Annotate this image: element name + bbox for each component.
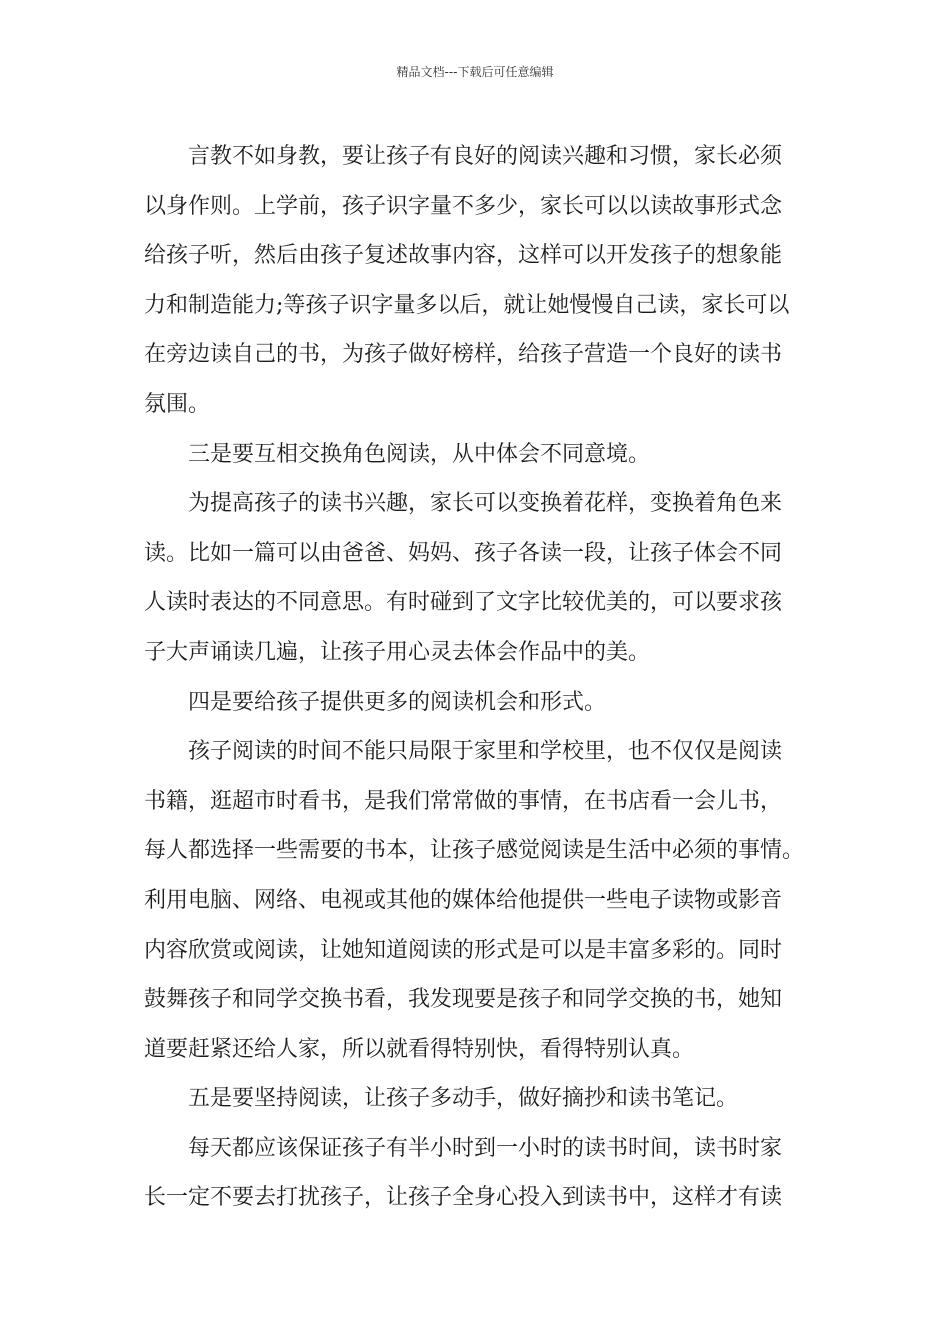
text-line: 人读时表达的不同意思。有时碰到了文字比较优美的，可以要求孩	[144, 590, 783, 616]
paragraph-7	[144, 1124, 816, 1223]
text-line: 利用电脑、网络、电视或其他的媒体给他提供一些电子读物或影音	[144, 887, 783, 913]
text-line: 氛围。	[144, 391, 211, 417]
text-line: 力和制造能力;等孩子识字量多以后，就让她慢慢自己读，家长可以	[144, 292, 790, 318]
text-line: 书籍，逛超市时看书，是我们常常做的事情，在书店看一会儿书，	[144, 788, 783, 814]
text-line: 以身作则。上学前，孩子识字量不多少，家长可以以读故事形式念	[144, 193, 783, 219]
text-line: 四是要给孩子提供更多的阅读机会和形式。	[188, 689, 607, 715]
text-line: 五是要坚持阅读，让孩子多动手，做好摘抄和读书笔记。	[188, 1086, 739, 1112]
text-line: 道要赶紧还给人家，所以就看得特别快，看得特别认真。	[144, 1036, 695, 1062]
text-line: 言教不如身教，要让孩子有良好的阅读兴趣和习惯，家长必须	[188, 144, 783, 169]
text-line: 为提高孩子的读书兴趣，家长可以变换着花样，变换着角色来	[188, 491, 783, 517]
text-line: 每人都选择一些需要的书本，让孩子感觉阅读是生活中必须的事情。	[144, 838, 805, 864]
text-line: 子大声诵读几遍，让孩子用心灵去体会作品中的美。	[144, 639, 651, 665]
paragraph-6-heading	[144, 1074, 816, 1124]
text-line: 鼓舞孩子和同学交换书看，我发现要是孩子和同学交换的书，她知	[144, 987, 783, 1013]
text-line: 内容欣赏或阅读，让她知道阅读的形式是可以是丰富多彩的。同时	[144, 937, 783, 963]
text-line: 孩子阅读的时间不能只局限于家里和学校里，也不仅仅是阅读	[188, 739, 783, 765]
paragraph-1	[144, 132, 816, 430]
text-line: 每天都应该保证孩子有半小时到一小时的读书时间，读书时家	[188, 1135, 783, 1161]
document-body	[144, 132, 816, 1223]
text-line: 在旁边读自己的书，为孩子做好榜样，给孩子营造一个良好的读书	[144, 342, 783, 368]
page-header: 精品文档---下载后可任意编辑	[396, 65, 554, 79]
paragraph-4-heading	[144, 678, 816, 728]
paragraph-3	[144, 479, 816, 677]
text-line: 长一定不要去打扰孩子，让孩子全身心投入到读书中，这样才有读	[144, 1185, 783, 1211]
text-line: 三是要互相交换角色阅读，从中体会不同意境。	[188, 441, 651, 467]
text-line: 读。比如一篇可以由爸爸、妈妈、孩子各读一段，让孩子体会不同	[144, 540, 783, 566]
paragraph-5	[144, 727, 816, 1074]
paragraph-2-heading	[144, 430, 816, 480]
text-line: 给孩子听，然后由孩子复述故事内容，这样可以开发孩子的想象能	[144, 243, 783, 269]
